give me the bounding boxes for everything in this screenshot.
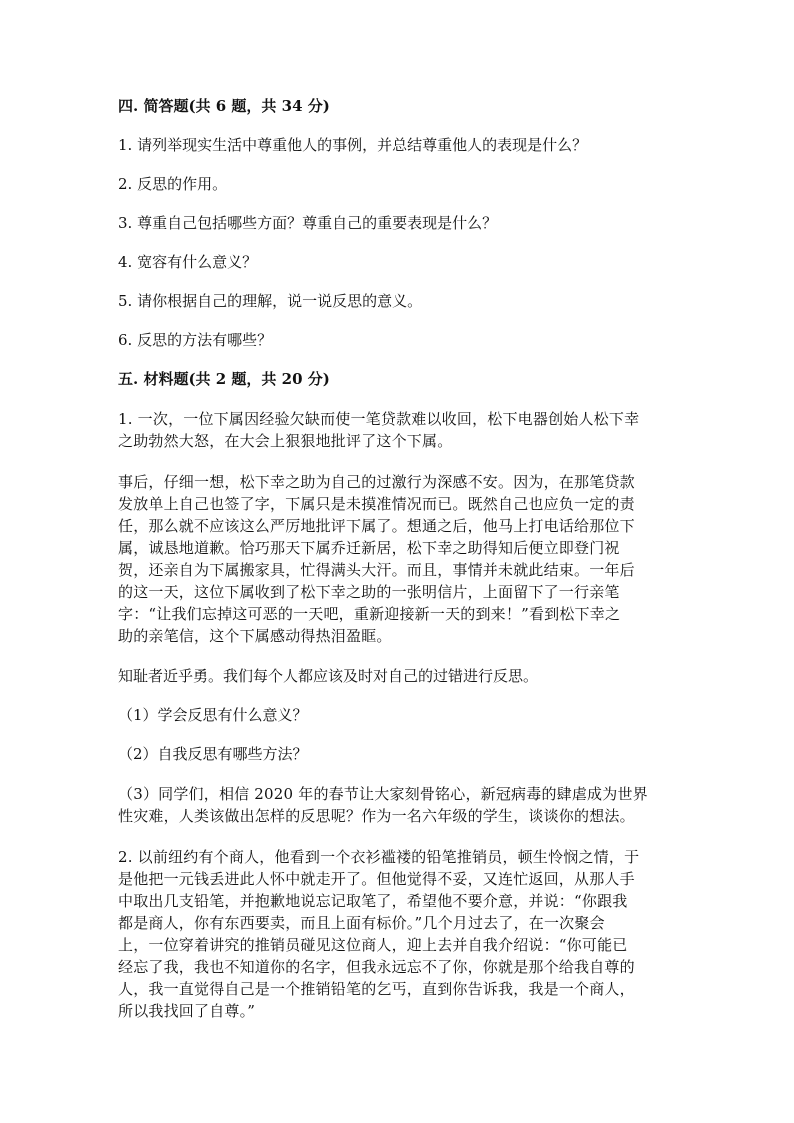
material2-line: 经忘了我，我也不知道你的名字，但我永远忘不了你，你就是那个给我自尊的 xyxy=(118,958,635,976)
material2-line: 人，我一直觉得自己是一个推销铅笔的乞丐，直到你告诉我，我是一个商人， xyxy=(118,980,635,998)
material1-story-line: 贺，还亲自为下属搬家具，忙得满头大汗。而且，事情并未就此结束。一年后 xyxy=(118,561,635,579)
material2-line: 所以我找回了自尊。” xyxy=(118,1002,256,1020)
material1-subquestion-1: （1）学会反思有什么意义？ xyxy=(118,706,308,724)
material2-line: 都是商人，你有东西要卖，而且上面有标价。”几个月过去了，在一次聚会 xyxy=(118,914,605,932)
material1-statement: 知耻者近乎勇。我们每个人都应该及时对自己的过错进行反思。 xyxy=(118,667,539,685)
question-2: 2. 反思的作用。 xyxy=(118,175,228,193)
section4-heading: 四. 简答题(共 6 题，共 34 分) xyxy=(118,97,330,115)
section5-heading: 五. 材料题(共 2 题，共 20 分) xyxy=(118,370,330,388)
material1-story-line: 字：“让我们忘掉这可恶的一天吧，重新迎接新一天的到来！”看到松下幸之 xyxy=(118,605,621,623)
material1-story-line: 事后，仔细一想，松下幸之助为自己的过激行为深感不安。因为，在那笔贷款 xyxy=(118,473,635,491)
material2-line: 是他把一元钱丢进此人怀中就走开了。但他觉得不妥，又连忙返回，从那人手 xyxy=(118,870,635,888)
material1-story-line: 发放单上自己也签了字，下属只是未摸准情况而已。既然自己也应负一定的责 xyxy=(118,495,635,513)
material2-line: 中取出几支铅笔，并抱歉地说忘记取笔了，希望他不要介意，并说：“你跟我 xyxy=(118,892,628,910)
material1-subquestion-2: （2）自我反思有哪些方法？ xyxy=(118,745,308,763)
material1-story-line: 助的亲笔信，这个下属感动得热泪盈眶。 xyxy=(118,627,392,645)
subquestion-3-line: （3）同学们，相信 2020 年的春节让大家刻骨铭心，新冠病毒的肆虐成为世界 xyxy=(118,785,648,803)
material2-text xyxy=(118,846,678,1022)
question-1: 1. 请列举现实生活中尊重他人的事例，并总结尊重他人的表现是什么？ xyxy=(118,136,588,154)
material1-story xyxy=(118,471,678,647)
question-5: 5. 请你根据自己的理解，说一说反思的意义。 xyxy=(118,292,423,310)
subquestion-3-line: 性灾难，人类该做出怎样的反思呢？作为一名六年级的学生，谈谈你的想法。 xyxy=(118,807,635,825)
question-4: 4. 宽容有什么意义？ xyxy=(118,253,258,271)
material1-story-line: 属，诚恳地道歉。恰巧那天下属乔迁新居，松下幸之助得知后便立即登门祝 xyxy=(118,539,620,557)
material2-line: 2. 以前纽约有个商人，他看到一个衣衫褴褛的铅笔推销员，顿生怜悯之情，于 xyxy=(118,848,640,866)
material1-intro-line: 1. 一次，一位下属因经验欠缺而使一笔贷款难以收回，松下电器创始人松下幸 xyxy=(118,410,640,428)
material1-story-line: 任，那么就不应该这么严厉地批评下属了。想通之后，他马上打电话给那位下 xyxy=(118,517,635,535)
material1-subquestion-3 xyxy=(118,783,678,827)
material1-story-line: 的这一天，这位下属收到了松下幸之助的一张明信片，上面留下了一行亲笔 xyxy=(118,583,620,601)
material2-line: 上，一位穿着讲究的推销员碰见这位商人，迎上去并自我介绍说：“你可能已 xyxy=(118,936,628,954)
question-3: 3. 尊重自己包括哪些方面？尊重自己的重要表现是什么？ xyxy=(118,214,498,232)
exam-page xyxy=(118,96,678,1041)
question-6: 6. 反思的方法有哪些？ xyxy=(118,331,273,349)
material1-intro-line: 之助勃然大怒，在大会上狠狠地批评了这个下属。 xyxy=(118,432,453,450)
material1-intro xyxy=(118,408,678,452)
